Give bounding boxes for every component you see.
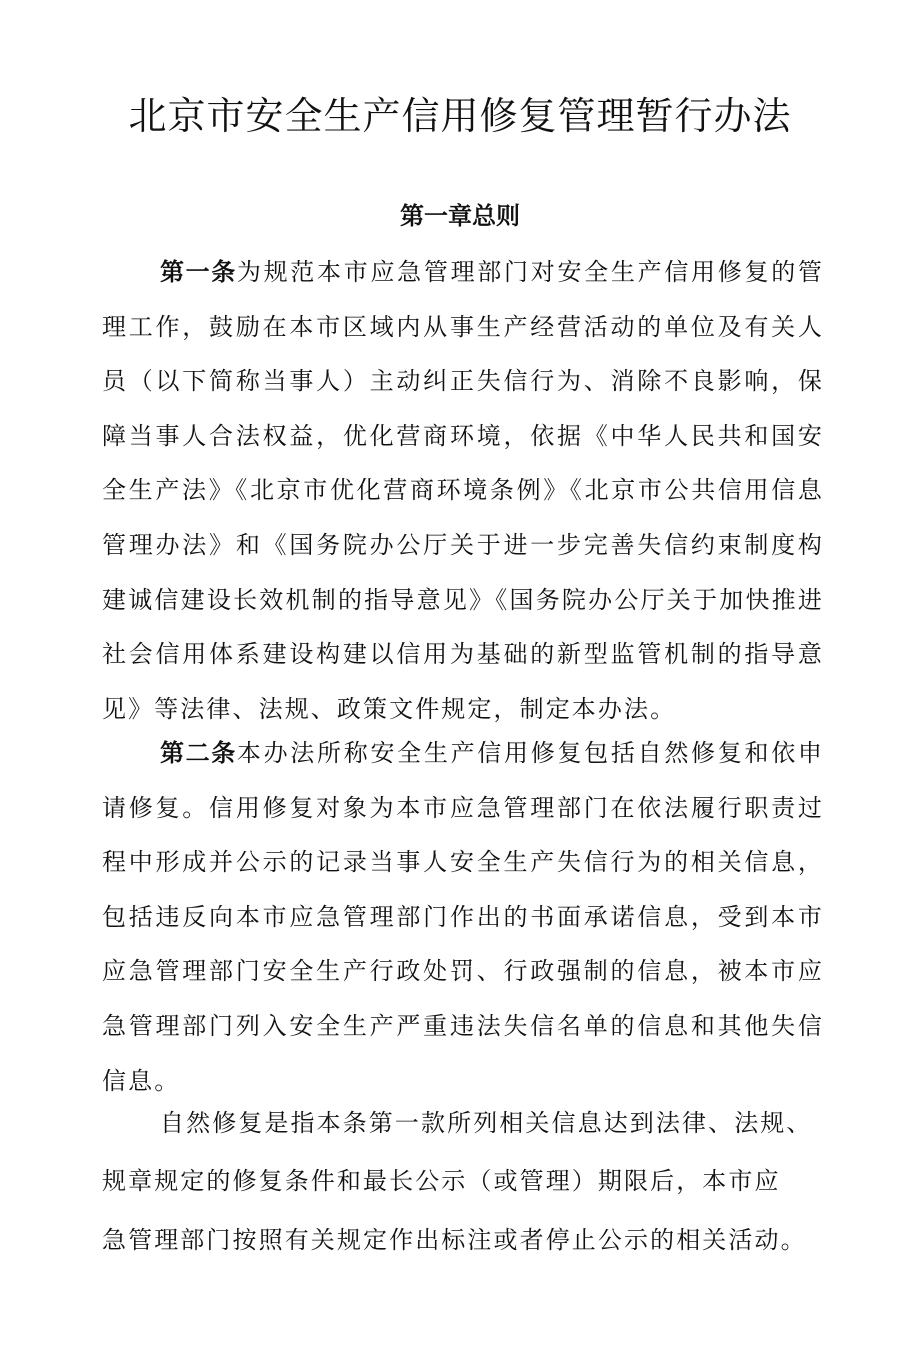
article-1-label: 第一条 bbox=[160, 258, 237, 286]
paragraph-3-line-2: 规章规定的修复条件和最长公示（或管理）期限后，本市应 bbox=[102, 1167, 781, 1195]
article-2-paragraph bbox=[102, 726, 824, 1108]
article-1-text: 为规范本市应急管理部门对安全生产信用修复的管理工作，鼓励在本市区域内从事生产经营活动的单位及有关人员（以下简称当事人）主动纠正失信行为、消除不良影响，保障当事人合法权益，优化营商环境，依据《中华人民共和国安全生产法》《北京市优化营商环境条例》《北京市公共信用信息管理办法》和《国务院办公厅关于进一步完善失信约束制度构建诚信建设长效机制的指导意见》《国务院办公厅关于加快推进社会信用体系建设构建以信用为基础的新型监管机制的指导意见》等法律、法规、政策文件规定，制定本办法。 bbox=[102, 258, 825, 723]
article-1-paragraph bbox=[102, 245, 824, 736]
paragraph-3-line-1: 自然修复是指本条第一款所列相关信息达到法律、法规、 bbox=[160, 1109, 813, 1137]
paragraph-3-line-3: 急管理部门按照有关规定作出标注或者停止公示的相关活动。 bbox=[102, 1226, 807, 1254]
document-title: 北京市安全生产信用修复管理暂行办法 bbox=[128, 94, 792, 138]
article-2-text: 本办法所称安全生产信用修复包括自然修复和依申请修复。信用修复对象为本市应急管理部门在依法履行职责过程中形成并公示的记录当事人安全生产失信行为的相关信息，包括违反向本市应急管理部门作出的书面承诺信息，受到本市应急管理部门安全生产行政处罚、行政强制的信息，被本市应急管理部门列入安全生产严重违法失信名单的信息和其他失信信息。 bbox=[102, 739, 825, 1095]
chapter-heading: 第一章总则 bbox=[400, 202, 520, 230]
article-2-label: 第二条 bbox=[160, 739, 237, 767]
